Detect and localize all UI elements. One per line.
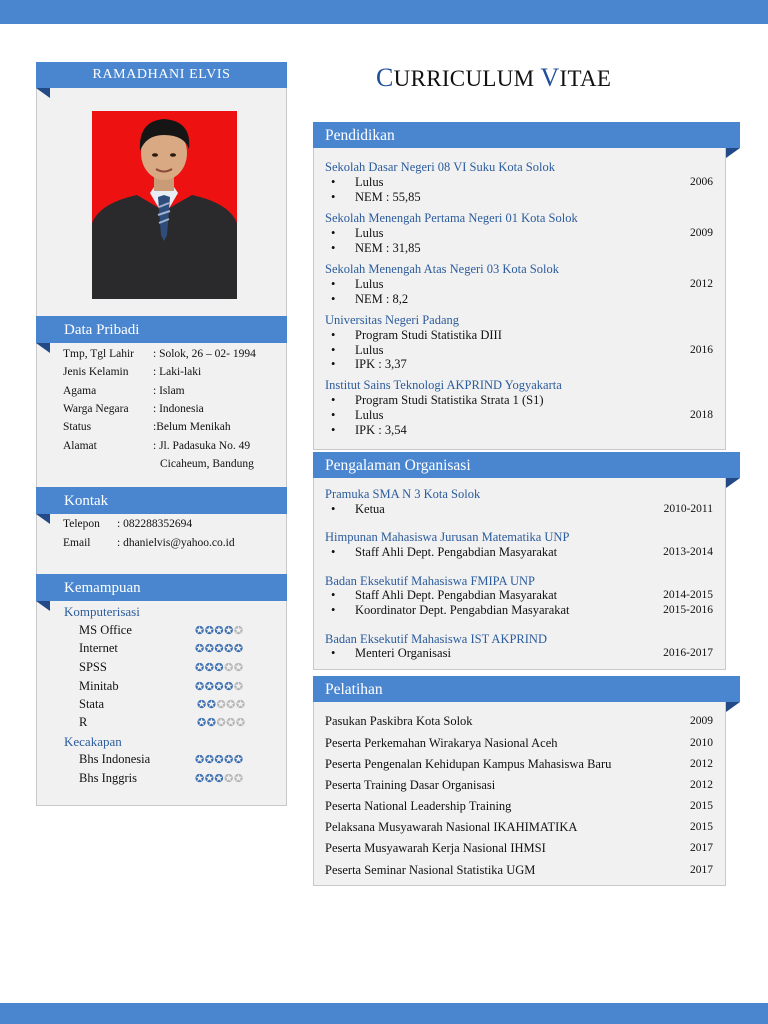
year: 2009 xyxy=(690,715,713,727)
year: 2012 xyxy=(690,278,713,290)
phone-label: Telepon xyxy=(63,518,100,530)
info-label: Status xyxy=(63,421,92,433)
training-name: Peserta Seminar Nasional Statistika UGM xyxy=(325,863,536,877)
pendidikan-fold xyxy=(726,148,740,158)
data-pribadi-title: Data Pribadi xyxy=(64,322,140,338)
skill-rating xyxy=(195,753,244,766)
kontak-fold xyxy=(36,514,50,524)
skill-name: Bhs Indonesia xyxy=(79,752,151,766)
full-name: RAMADHANI ELVIS xyxy=(92,67,231,82)
list-item: • Staff Ahli Dept. Pengabdian Masyarakat xyxy=(331,545,558,559)
year: 2014-2015 xyxy=(663,589,713,601)
year: 2012 xyxy=(690,758,713,770)
info-label: Jenis Kelamin xyxy=(63,366,129,378)
rating-empty-icon: ✪✪ xyxy=(224,773,244,785)
pendidikan-header xyxy=(313,122,740,148)
training-name: Peserta Training Dasar Organisasi xyxy=(325,778,496,792)
skill-rating xyxy=(197,716,246,729)
list-item: • Staff Ahli Dept. Pengabdian Masyarakat xyxy=(331,588,558,602)
organization-name: Pramuka SMA N 3 Kota Solok xyxy=(325,487,481,501)
year: 2012 xyxy=(690,779,713,791)
skill-rating xyxy=(195,772,244,785)
year: 2015 xyxy=(690,821,713,833)
rating-stars-icon: ✪✪ xyxy=(197,699,217,711)
skill-name: Stata xyxy=(79,697,104,711)
rating-empty-icon: ✪ xyxy=(233,681,244,693)
list-item: • Ketua xyxy=(331,502,385,516)
pendidikan-title: Pendidikan xyxy=(325,127,395,144)
document-title: CURRICULUM VITAE xyxy=(376,63,612,92)
year: 2013-2014 xyxy=(663,546,713,558)
list-item: • Lulus xyxy=(331,175,384,189)
school-name: Institut Sains Teknologi AKPRIND Yogyakarta xyxy=(325,378,562,392)
bottom-banner xyxy=(0,1003,768,1024)
komputerisasi-label: Komputerisasi xyxy=(64,604,140,619)
list-item: • Program Studi Statistika DIII xyxy=(331,328,502,342)
year: 2016-2017 xyxy=(663,647,713,659)
organization-name: Badan Eksekutif Mahasiswa FMIPA UNP xyxy=(325,574,535,588)
organisasi-header xyxy=(313,452,740,478)
rating-empty-icon: ✪✪ xyxy=(224,662,244,674)
pelatihan-title: Pelatihan xyxy=(325,681,383,698)
list-item: • NEM : 31,85 xyxy=(331,241,421,255)
info-value: : Indonesia xyxy=(153,403,204,415)
phone-value[interactable]: : 082288352694 xyxy=(117,518,193,530)
training-name: Peserta Musyawarah Kerja Nasional IHMSI xyxy=(325,841,546,855)
top-banner xyxy=(0,0,768,24)
organization-name: Himpunan Mahasiswa Jurusan Matematika UNP xyxy=(325,530,570,544)
info-label: Tmp, Tgl Lahir xyxy=(63,348,135,360)
pelatihan-fold xyxy=(726,702,740,712)
rating-stars-icon: ✪✪✪✪ xyxy=(195,681,234,693)
year: 2006 xyxy=(690,176,713,188)
info-label: Agama xyxy=(63,385,97,397)
name-header-fold xyxy=(36,88,50,98)
list-item: • Lulus xyxy=(331,277,384,291)
rating-stars-icon: ✪✪✪✪✪ xyxy=(195,754,244,766)
school-name: Sekolah Menengah Atas Negeri 03 Kota Solok xyxy=(325,262,559,276)
organization-name: Badan Eksekutif Mahasiswa IST AKPRIND xyxy=(325,632,547,646)
year: 2017 xyxy=(690,864,713,876)
training-name: Peserta Perkemahan Wirakarya Nasional Aceh xyxy=(325,736,558,750)
person-portrait-icon xyxy=(92,111,237,299)
year: 2015 xyxy=(690,800,713,812)
info-value: :Belum Menikah xyxy=(153,421,231,433)
year: 2010-2011 xyxy=(663,503,713,515)
info-label: Warga Negara xyxy=(63,403,129,415)
data-pribadi-fold xyxy=(36,343,50,353)
kecakapan-label: Kecakapan xyxy=(64,734,122,749)
organisasi-title: Pengalaman Organisasi xyxy=(325,457,471,474)
pelatihan-header xyxy=(313,676,740,702)
training-name: Pelaksana Musyawarah Nasional IKAHIMATIKA xyxy=(325,820,578,834)
skill-name: MS Office xyxy=(79,623,132,637)
info-value: : Jl. Padasuka No. 49 xyxy=(153,440,251,452)
list-item: • IPK : 3,37 xyxy=(331,357,407,371)
skill-name: R xyxy=(79,715,88,729)
email-label: Email xyxy=(63,537,91,549)
list-item: • Lulus xyxy=(331,343,384,357)
skill-name: Minitab xyxy=(79,679,119,693)
kemampuan-header xyxy=(36,574,287,601)
skill-name: Bhs Inggris xyxy=(79,771,137,785)
list-item: • NEM : 8,2 xyxy=(331,292,409,306)
kemampuan-title: Kemampuan xyxy=(64,580,141,596)
rating-stars-icon: ✪✪✪ xyxy=(195,662,225,674)
rating-stars-icon: ✪✪✪✪✪ xyxy=(195,643,244,655)
rating-stars-icon: ✪✪✪✪ xyxy=(195,625,234,637)
name-header xyxy=(36,62,287,88)
skill-rating xyxy=(195,661,244,674)
list-item: • Lulus xyxy=(331,408,384,422)
year: 2017 xyxy=(690,842,713,854)
school-name: Universitas Negeri Padang xyxy=(325,313,459,327)
rating-empty-icon: ✪✪✪ xyxy=(216,699,246,711)
profile-photo xyxy=(92,111,237,299)
rating-empty-icon: ✪✪✪ xyxy=(216,717,246,729)
info-value: : Islam xyxy=(153,385,185,397)
data-pribadi-header xyxy=(36,316,287,343)
info-value: : Solok, 26 – 02- 1994 xyxy=(153,348,256,360)
skill-rating xyxy=(195,624,244,637)
organisasi-fold xyxy=(726,478,740,488)
training-name: Pasukan Paskibra Kota Solok xyxy=(325,714,473,728)
info-value: : Laki-laki xyxy=(153,366,202,378)
year: 2010 xyxy=(690,737,713,749)
info-value: Cicaheum, Bandung xyxy=(160,458,254,470)
kemampuan-fold xyxy=(36,601,50,611)
training-name: Peserta Pengenalan Kehidupan Kampus Mahasiswa Baru xyxy=(325,757,612,771)
list-item: • NEM : 55,85 xyxy=(331,190,421,204)
rating-stars-icon: ✪✪✪ xyxy=(195,773,225,785)
school-name: Sekolah Dasar Negeri 08 VI Suku Kota Solok xyxy=(325,160,555,174)
skill-name: Internet xyxy=(79,641,118,655)
skill-rating xyxy=(195,642,244,655)
rating-empty-icon: ✪ xyxy=(233,625,244,637)
list-item: • IPK : 3,54 xyxy=(331,423,407,437)
year: 2015-2016 xyxy=(663,604,713,616)
skill-name: SPSS xyxy=(79,660,107,674)
year: 2016 xyxy=(690,344,713,356)
email-value[interactable]: : dhanielvis@yahoo.co.id xyxy=(117,537,235,549)
kontak-title: Kontak xyxy=(64,493,109,509)
skill-rating xyxy=(197,698,246,711)
year: 2009 xyxy=(690,227,713,239)
skill-rating xyxy=(195,680,244,693)
list-item: • Lulus xyxy=(331,226,384,240)
list-item: • Menteri Organisasi xyxy=(331,646,451,660)
info-label: Alamat xyxy=(63,440,97,452)
school-name: Sekolah Menengah Pertama Negeri 01 Kota Solok xyxy=(325,211,578,225)
kontak-header xyxy=(36,487,287,514)
list-item: • Koordinator Dept. Pengabdian Masyarakat xyxy=(331,603,570,617)
rating-stars-icon: ✪✪ xyxy=(197,717,217,729)
year: 2018 xyxy=(690,409,713,421)
training-name: Peserta National Leadership Training xyxy=(325,799,512,813)
list-item: • Program Studi Statistika Strata 1 (S1) xyxy=(331,393,544,407)
